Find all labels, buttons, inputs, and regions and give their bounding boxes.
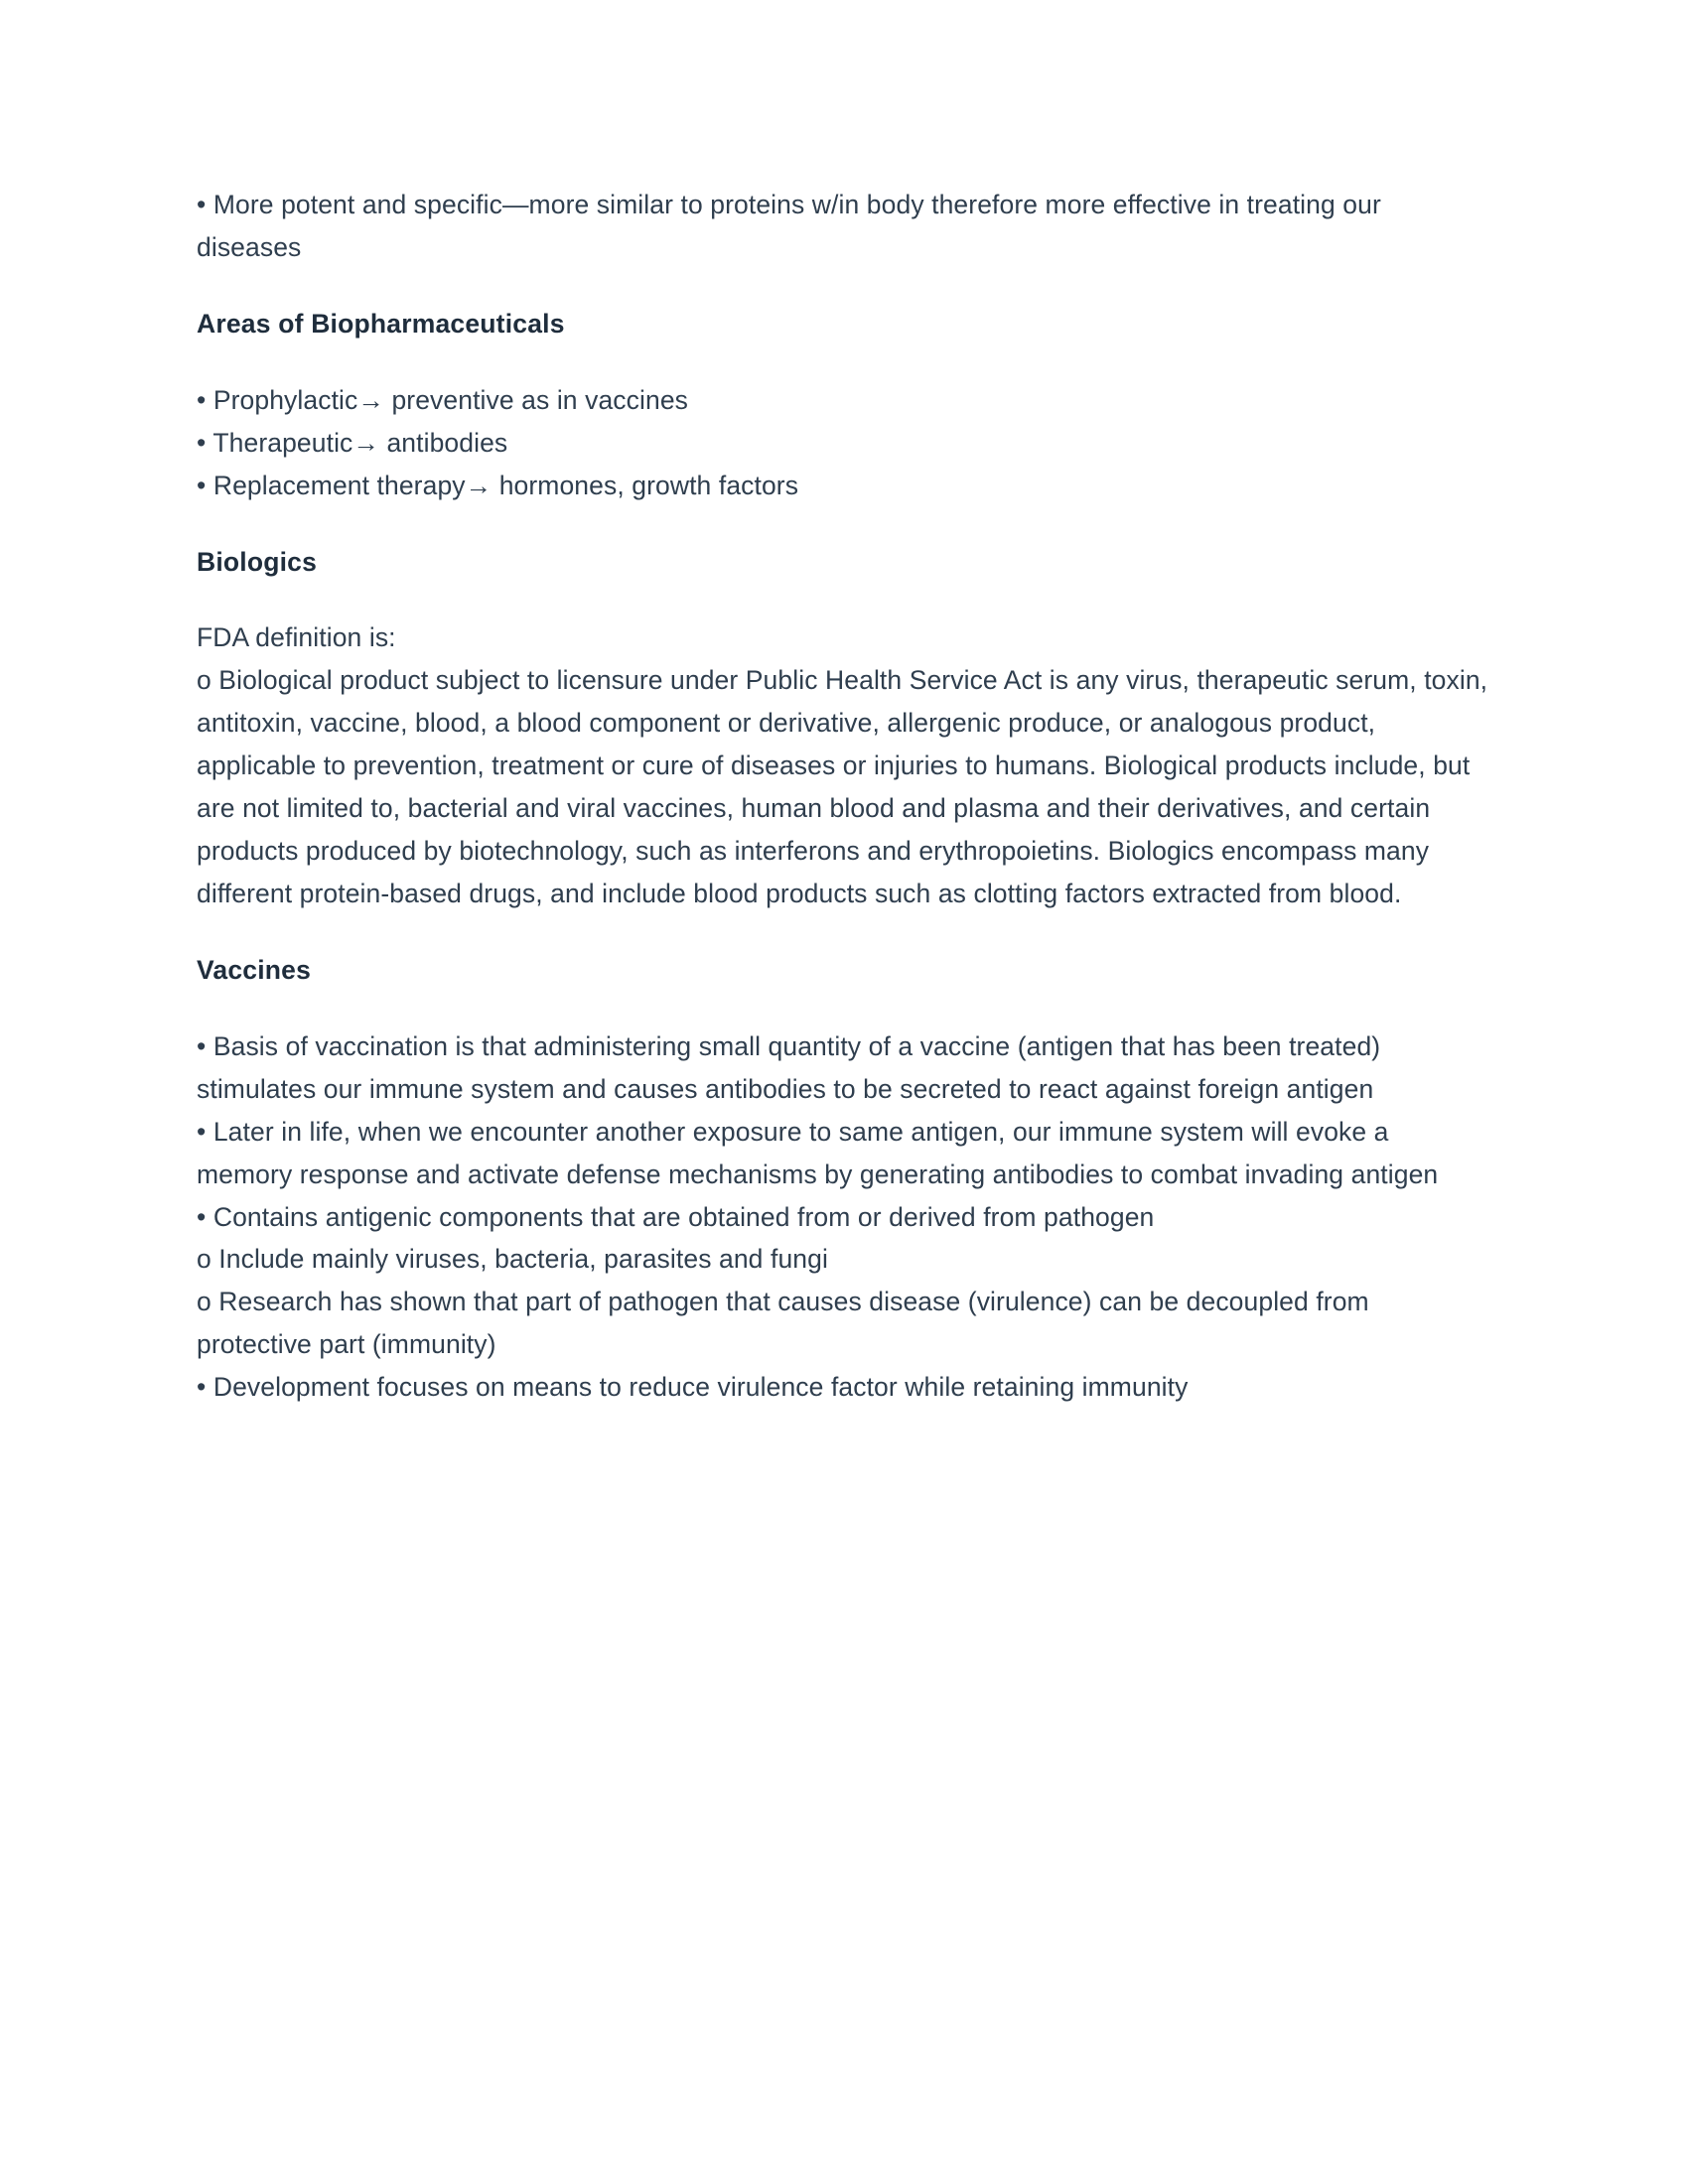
intro-paragraph: • More potent and specific—more similar to proteins w/in body therefore more effective in treating our diseases xyxy=(197,190,1381,262)
fda-definition-label: FDA definition is: xyxy=(197,622,396,653)
list-item: • Development focuses on means to reduce virulence factor while retaining immunity xyxy=(197,1372,1189,1403)
list-item: o Research has shown that part of pathogen that causes disease (virulence) can be decoupled from protective part (immunity) xyxy=(197,1287,1369,1360)
list-item: • Later in life, when we encounter another exposure to same antigen, our immune system will evoke a memory response and activate defense mechanisms by generating antibodies to combat invading antigen xyxy=(197,1116,1439,1189)
section-heading-vaccines: Vaccines xyxy=(197,954,312,985)
list-item: • Contains antigenic components that are obtained from or derived from pathogen xyxy=(197,1201,1155,1232)
list-item: • Therapeutic→ antibodies xyxy=(197,427,508,458)
list-item: • Replacement therapy→ hormones, growth factors xyxy=(197,470,799,500)
vaccines-list xyxy=(197,1025,1489,1409)
fda-definition-text: o Biological product subject to licensure under Public Health Service Act is any virus, therapeutic serum, toxin, antitoxin, vaccine, blood, a blood component or derivative, allergenic produce, or analogous product, applicable to prevention, treatment or cure of diseases or injuries to humans. Biological products include, but are not limited to, bacterial and viral vaccines, human blood and plasma and their derivatives, and certain products produced by biotechnology, such as interferons and erythropoietins. Biologics encompass many different protein-based drugs, and include blood products such as clotting factors extracted from blood. xyxy=(197,665,1488,908)
list-item: o Include mainly viruses, bacteria, parasites and fungi xyxy=(197,1244,828,1275)
section-heading-areas-of-biopharmaceuticals: Areas of Biopharmaceuticals xyxy=(197,308,565,339)
list-item: • Basis of vaccination is that administering small quantity of a vaccine (antigen that has been treated) stimulates our immune system and causes antibodies to be secreted to react against foreign antigen xyxy=(197,1030,1381,1104)
document-body xyxy=(197,184,1489,1409)
biologics-content xyxy=(197,616,1489,914)
list-item: • Prophylactic→ preventive as in vaccines xyxy=(197,384,689,415)
section-heading-biologics: Biologics xyxy=(197,546,318,577)
areas-of-biopharmaceuticals-list xyxy=(197,379,1489,507)
